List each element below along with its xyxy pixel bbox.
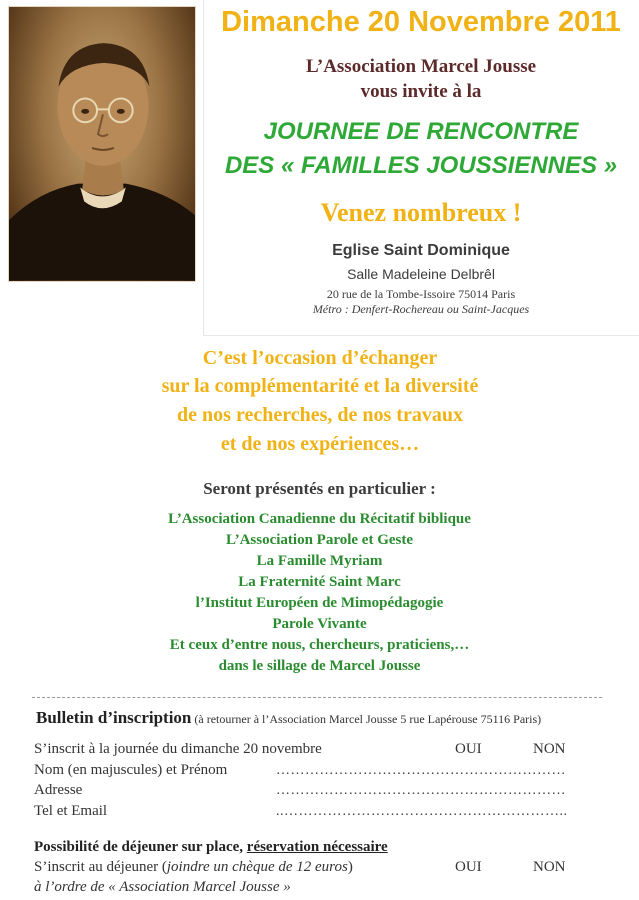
venez-nombreux: Venez nombreux ! — [320, 198, 522, 227]
lunch-label-text: S’inscrit au déjeuner ( — [34, 859, 167, 875]
register-label: S’inscrit à la journée du dimanche 20 novembre — [34, 741, 322, 757]
lunch-yes-option[interactable]: OUI — [455, 859, 482, 875]
lunch-check-note: joindre un chèque de 12 euros — [166, 859, 348, 875]
occasion-line: de nos recherches, de nos travaux — [177, 404, 463, 426]
name-label: Nom (en majuscules) et Prénom — [34, 762, 228, 778]
presented-item: La Fraternité Saint Marc — [238, 574, 401, 590]
register-no-option[interactable]: NON — [533, 741, 566, 757]
event-date: Dimanche 20 Novembre 2011 — [221, 6, 621, 38]
portrait-illustration — [9, 7, 195, 281]
presented-item: l’Institut Européen de Mimopédagogie — [195, 595, 444, 611]
lunch-reservation-note: réservation nécessaire — [246, 839, 388, 855]
portrait-photo — [8, 6, 196, 282]
association-name: L’Association Marcel Jousse — [305, 56, 537, 77]
tel-email-field[interactable]: ..………………………………………………….. — [276, 804, 568, 819]
occasion-line: et de nos expériences… — [220, 433, 420, 455]
bulletin-note: (à retourner à l’Association Marcel Jousse 5 rue Lapérouse 75116 Paris) — [191, 712, 542, 726]
presented-item: La Famille Myriam — [256, 553, 383, 569]
register-yes-option[interactable]: OUI — [455, 741, 482, 757]
invite-text: vous invite à la — [360, 81, 482, 102]
cut-line — [32, 697, 602, 698]
occasion-line: C’est l’occasion d’échanger — [202, 347, 438, 369]
presented-item: Parole Vivante — [272, 616, 367, 632]
name-field[interactable]: …………………………………………………… — [276, 763, 566, 778]
lunch-label — [34, 859, 353, 876]
venue-metro: Métro : Denfert-Rochereau ou Saint-Jacques — [312, 302, 530, 316]
presented-heading: Seront présentés en particulier : — [203, 479, 436, 498]
bulletin-title: Bulletin d’inscription — [36, 708, 192, 727]
event-title-line2: DES « FAMILLES JOUSSIENNES » — [224, 152, 618, 179]
presented-item: Et ceux d’entre nous, chercheurs, praticiens,… — [169, 637, 470, 653]
lunch-order: à l’ordre de « Association Marcel Jousse » — [34, 879, 291, 895]
lunch-label-close: ) — [347, 859, 353, 875]
presented-item: L’Association Parole et Geste — [225, 532, 414, 548]
venue-room: Salle Madeleine Delbrêl — [347, 266, 495, 282]
presented-item: L’Association Canadienne du Récitatif biblique — [168, 511, 471, 527]
occasion-line: sur la complémentarité et la diversité — [161, 375, 479, 397]
venue-name: Eglise Saint Dominique — [332, 242, 510, 259]
tel-email-label: Tel et Email — [34, 803, 108, 819]
address-label: Adresse — [34, 782, 83, 798]
bulletin-heading — [36, 708, 541, 728]
lunch-heading-text: Possibilité de déjeuner sur place, — [34, 839, 247, 855]
event-title-line1: JOURNEE DE RENCONTRE — [263, 118, 579, 145]
presented-item: dans le sillage de Marcel Jousse — [218, 658, 421, 674]
lunch-no-option[interactable]: NON — [533, 859, 566, 875]
lunch-heading — [34, 839, 388, 856]
venue-address: 20 rue de la Tombe-Issoire 75014 Paris — [326, 287, 516, 301]
address-field[interactable]: …………………………………………………… — [276, 783, 566, 798]
